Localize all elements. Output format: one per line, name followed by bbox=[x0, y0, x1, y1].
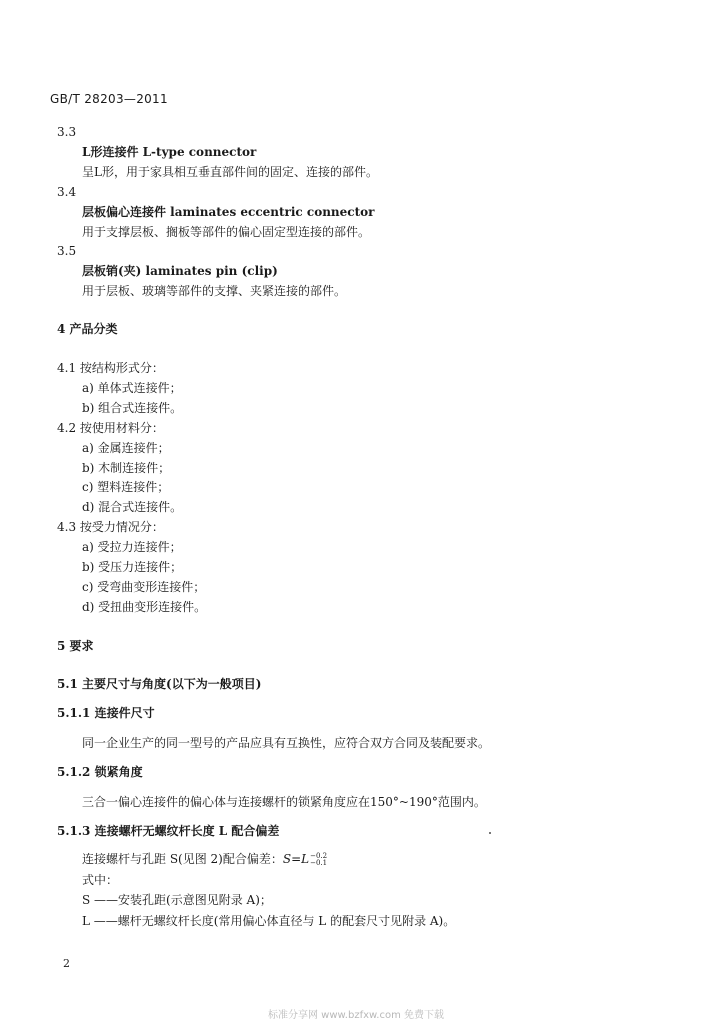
list-item: a) 金属连接件； bbox=[82, 441, 170, 455]
clause-3-3-definition: 呈L形，用于家具相互垂直部件间的固定、连接的部件。 bbox=[82, 165, 378, 179]
scan-speck bbox=[489, 832, 491, 834]
list-item: a) 受拉力连接件； bbox=[82, 540, 182, 554]
formula-lhs: S=L bbox=[282, 852, 310, 866]
standard-number: GB/T 28203—2011 bbox=[50, 92, 168, 106]
tolerance-lower: −0.1 bbox=[310, 858, 328, 867]
clause-3-5-number: 3.5 bbox=[57, 244, 77, 258]
definition-l: L ——螺杆无螺纹杆长度(常用偏心体直径与 L 的配套尺寸见附录 A)。 bbox=[82, 914, 456, 928]
list-item: b) 受压力连接件； bbox=[82, 560, 183, 574]
clause-4-2-heading: 4.2 按使用材料分： bbox=[57, 421, 164, 435]
clause-3-5-term: 层板销(夹) laminates pin (clip) bbox=[82, 264, 278, 278]
page-number: 2 bbox=[63, 957, 70, 970]
clause-3-4-term: 层板偏心连接件 laminates eccentric connector bbox=[82, 205, 375, 219]
clause-3-4-number: 3.4 bbox=[57, 185, 77, 199]
list-item: d) 混合式连接件。 bbox=[82, 500, 183, 514]
clause-5-1-2-text: 三合一偏心连接件的偏心体与连接螺杆的锁紧角度应在150°~190°范围内。 bbox=[82, 795, 486, 809]
tolerance-stack bbox=[310, 853, 327, 867]
list-item: b) 木制连接件； bbox=[82, 461, 171, 475]
watermark: 标准分享网 www.bzfxw.com 免费下载 bbox=[268, 1010, 444, 1021]
where-label: 式中： bbox=[82, 873, 119, 887]
list-item: a) 单体式连接件； bbox=[82, 381, 182, 395]
clause-5-1-3-heading: 5.1.3 连接螺杆无螺纹杆长度 L 配合偏差 bbox=[57, 824, 280, 838]
clause-5-1-2-heading: 5.1.2 锁紧角度 bbox=[57, 765, 143, 779]
chapter-5-heading: 5 要求 bbox=[57, 639, 94, 653]
list-item: b) 组合式连接件。 bbox=[82, 401, 183, 415]
clause-5-1-1-heading: 5.1.1 连接件尺寸 bbox=[57, 706, 155, 720]
definition-s: S ——安装孔距(示意图见附录 A)； bbox=[82, 893, 272, 907]
clause-3-3-number: 3.3 bbox=[57, 125, 77, 139]
clause-4-3-heading: 4.3 按受力情况分： bbox=[57, 520, 164, 534]
clause-3-4-definition: 用于支撑层板、搁板等部件的偏心固定型连接的部件。 bbox=[82, 225, 371, 239]
list-item: c) 塑料连接件； bbox=[82, 480, 170, 494]
formula-prefix: 连接螺杆与孔距 S(见图 2)配合偏差： bbox=[82, 852, 283, 866]
clause-5-1-heading: 5.1 主要尺寸与角度(以下为一般项目) bbox=[57, 677, 262, 691]
tolerance-formula bbox=[82, 851, 327, 867]
clause-3-5-definition: 用于层板、玻璃等部件的支撑、夹紧连接的部件。 bbox=[82, 284, 347, 298]
list-item: d) 受扭曲变形连接件。 bbox=[82, 600, 207, 614]
clause-4-1-heading: 4.1 按结构形式分： bbox=[57, 361, 164, 375]
clause-3-3-term: L形连接件 L-type connector bbox=[82, 145, 257, 159]
tolerance-upper: −0.2 bbox=[310, 851, 328, 860]
list-item: c) 受弯曲变形连接件； bbox=[82, 580, 206, 594]
chapter-4-heading: 4 产品分类 bbox=[57, 322, 118, 336]
clause-5-1-1-text: 同一企业生产的同一型号的产品应具有互换性，应符合双方合同及装配要求。 bbox=[82, 736, 491, 750]
